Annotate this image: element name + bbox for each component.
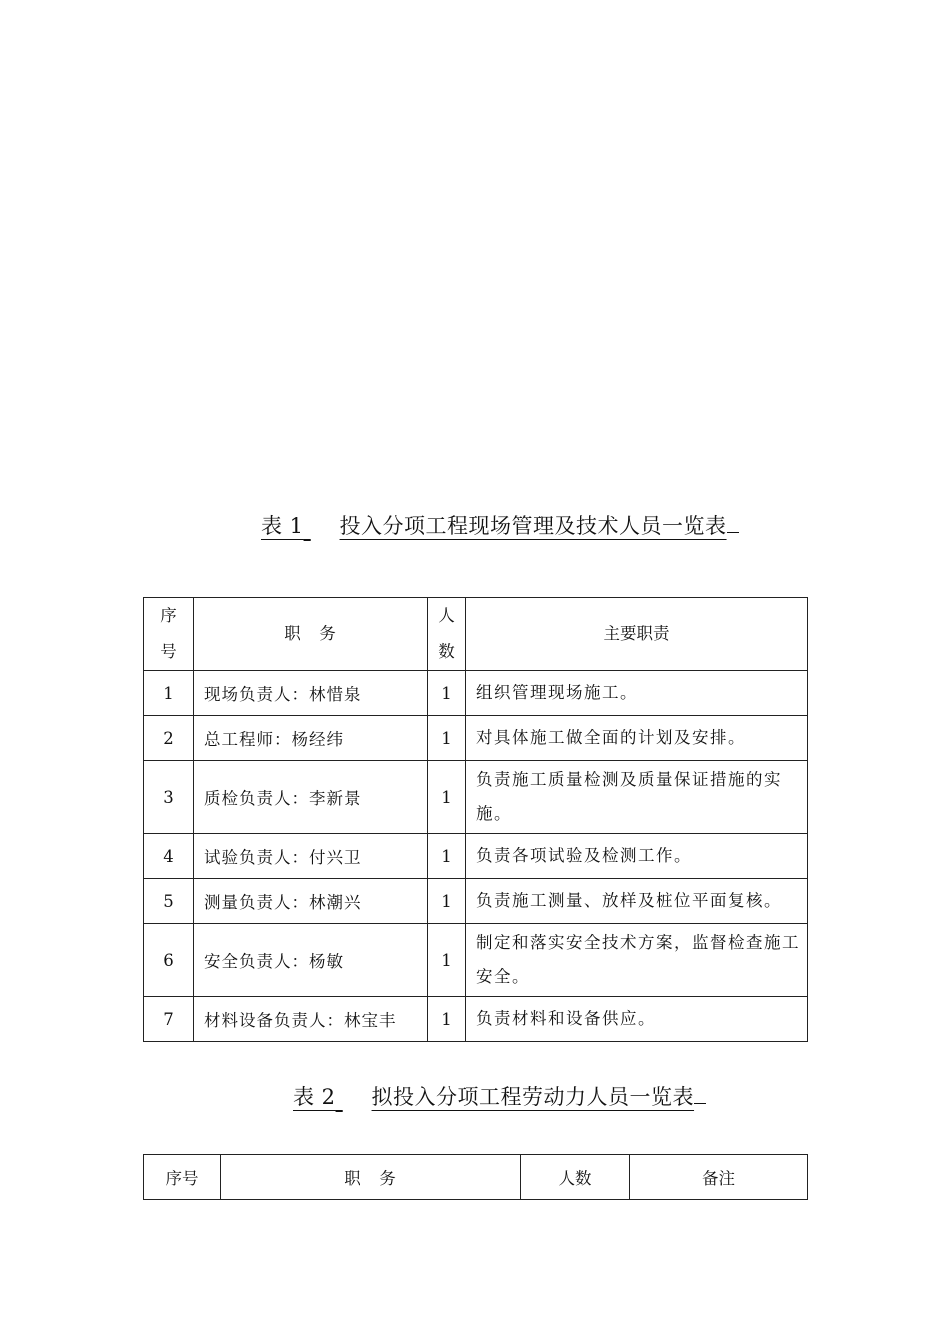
table-row (144, 834, 808, 879)
table1-caption-label: 表 1 (261, 514, 304, 538)
table2-caption-title: 拟投入分项工程劳动力人员一览表 (371, 1085, 695, 1109)
row-count: 1 (428, 761, 466, 834)
row-duty: 负责施工质量检测及质量保证措施的实施。 (466, 761, 808, 834)
header-no: 序号 (144, 1155, 221, 1200)
caption-tail (694, 1081, 706, 1104)
header-count: 人数 (521, 1155, 630, 1200)
table-row (144, 671, 808, 716)
management-staff-table (143, 597, 808, 1042)
header-count-text: 人数 (438, 606, 455, 661)
table2-caption (293, 1081, 706, 1111)
caption-gap (304, 514, 340, 538)
table-row (144, 924, 808, 997)
row-duty: 负责各项试验及检测工作。 (466, 834, 808, 879)
row-duty: 对具体施工做全面的计划及安排。 (466, 716, 808, 761)
row-duty: 制定和落实安全技术方案，监督检查施工安全。 (466, 924, 808, 997)
header-note: 备注 (630, 1155, 808, 1200)
row-count: 1 (428, 716, 466, 761)
row-no: 7 (144, 997, 194, 1042)
header-no (144, 598, 194, 671)
header-role: 职 务 (221, 1155, 521, 1200)
row-count: 1 (428, 879, 466, 924)
row-no: 1 (144, 671, 194, 716)
header-duty: 主要职责 (466, 598, 808, 671)
table1-caption (261, 510, 739, 540)
row-role: 试验负责人：付兴卫 (194, 834, 428, 879)
row-role: 质检负责人：李新景 (194, 761, 428, 834)
row-role: 测量负责人：林潮兴 (194, 879, 428, 924)
caption-gap (336, 1085, 372, 1109)
row-role: 安全负责人：杨敏 (194, 924, 428, 997)
row-count: 1 (428, 997, 466, 1042)
table-row (144, 716, 808, 761)
row-role: 总工程师：杨经纬 (194, 716, 428, 761)
labor-staff-table (143, 1154, 808, 1200)
row-count: 1 (428, 834, 466, 879)
row-no: 4 (144, 834, 194, 879)
row-role: 现场负责人：林惜泉 (194, 671, 428, 716)
row-no: 6 (144, 924, 194, 997)
row-role: 材料设备负责人：林宝丰 (194, 997, 428, 1042)
row-count: 1 (428, 924, 466, 997)
table-row (144, 997, 808, 1042)
caption-tail (727, 510, 739, 533)
row-duty: 组织管理现场施工。 (466, 671, 808, 716)
table2-header-row (144, 1155, 808, 1200)
row-no: 2 (144, 716, 194, 761)
table1-header-row (144, 598, 808, 671)
table1-caption-title: 投入分项工程现场管理及技术人员一览表 (339, 514, 727, 538)
row-duty: 负责材料和设备供应。 (466, 997, 808, 1042)
row-no: 5 (144, 879, 194, 924)
row-duty: 负责施工测量、放样及桩位平面复核。 (466, 879, 808, 924)
header-role: 职 务 (194, 598, 428, 671)
table2-caption-label: 表 2 (293, 1085, 336, 1109)
row-count: 1 (428, 671, 466, 716)
header-count (428, 598, 466, 671)
header-no-text: 序号 (160, 606, 177, 661)
row-no: 3 (144, 761, 194, 834)
table-row (144, 879, 808, 924)
table-row (144, 761, 808, 834)
